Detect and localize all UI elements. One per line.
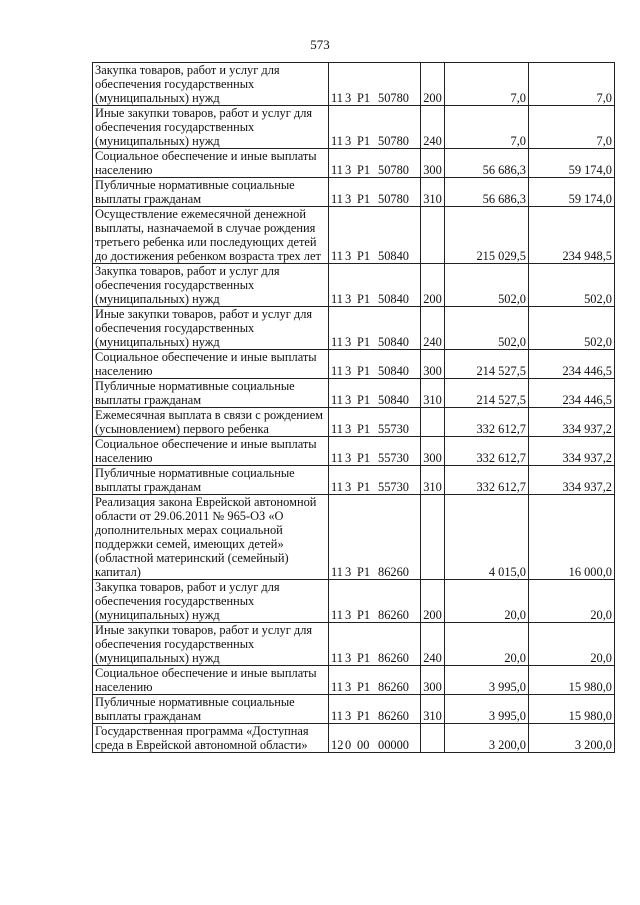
- code-part: 11: [331, 249, 343, 263]
- row-code: [329, 408, 421, 437]
- code-part: Р1: [357, 335, 371, 349]
- row-code: [329, 307, 421, 350]
- code-part: 55730: [378, 451, 409, 465]
- row-code: [329, 178, 421, 207]
- row-expense-type: 310: [421, 466, 445, 495]
- code-part: Р1: [357, 249, 371, 263]
- table-row: [93, 63, 615, 106]
- code-part: Р1: [357, 709, 371, 723]
- row-expense-type: 240: [421, 106, 445, 149]
- code-part: 86260: [378, 565, 409, 579]
- row-name: Государственная программа «Доступная среда в Еврейской автономной области»: [93, 724, 329, 753]
- row-name: Социальное обеспечение и иные выплаты населению: [93, 350, 329, 379]
- code-part: 3: [345, 163, 352, 177]
- row-amount-1: 502,0: [445, 264, 529, 307]
- budget-table: [92, 62, 615, 753]
- code-part: 3: [345, 335, 352, 349]
- table-row: [93, 437, 615, 466]
- code-part: 11: [331, 393, 343, 407]
- row-name: Публичные нормативные социальные выплаты гражданам: [93, 178, 329, 207]
- row-expense-type: [421, 207, 445, 264]
- code-part: 00000: [378, 738, 409, 752]
- code-part: 50840: [378, 335, 409, 349]
- code-part: 86260: [378, 608, 409, 622]
- code-part: 3: [345, 451, 352, 465]
- code-part: 3: [345, 680, 352, 694]
- code-part: Р1: [357, 451, 371, 465]
- code-part: Р1: [357, 565, 371, 579]
- row-code: [329, 379, 421, 408]
- code-part: 11: [331, 480, 343, 494]
- row-amount-1: 332 612,7: [445, 466, 529, 495]
- row-expense-type: 300: [421, 437, 445, 466]
- row-code: [329, 106, 421, 149]
- row-amount-2: 3 200,0: [529, 724, 615, 753]
- code-part: 55730: [378, 480, 409, 494]
- code-part: 3: [345, 393, 352, 407]
- code-part: 11: [331, 422, 343, 436]
- page-number: 573: [310, 37, 330, 52]
- code-part: 11: [331, 608, 343, 622]
- row-amount-2: 502,0: [529, 264, 615, 307]
- code-part: 50840: [378, 393, 409, 407]
- row-amount-2: 20,0: [529, 580, 615, 623]
- row-code: [329, 264, 421, 307]
- table-row: [93, 580, 615, 623]
- code-part: 11: [331, 565, 343, 579]
- table-row: [93, 149, 615, 178]
- row-expense-type: 200: [421, 264, 445, 307]
- code-part: 3: [345, 91, 352, 105]
- code-part: 3: [345, 709, 352, 723]
- row-name: Закупка товаров, работ и услуг для обеспечения государственных (муниципальных) нужд: [93, 580, 329, 623]
- code-part: 11: [331, 364, 343, 378]
- code-part: Р1: [357, 192, 371, 206]
- table-row: [93, 724, 615, 753]
- code-part: 11: [331, 651, 343, 665]
- table-row: [93, 106, 615, 149]
- row-amount-2: 7,0: [529, 106, 615, 149]
- row-amount-1: 215 029,5: [445, 207, 529, 264]
- row-name: Социальное обеспечение и иные выплаты населению: [93, 437, 329, 466]
- code-part: 50780: [378, 163, 409, 177]
- code-part: 12: [331, 738, 344, 752]
- row-code: [329, 437, 421, 466]
- code-part: 86260: [378, 651, 409, 665]
- row-name: Иные закупки товаров, работ и услуг для обеспечения государственных (муниципальных) нужд: [93, 106, 329, 149]
- row-amount-1: 3 995,0: [445, 666, 529, 695]
- row-amount-2: 234 446,5: [529, 350, 615, 379]
- table-row: [93, 207, 615, 264]
- code-part: 3: [345, 651, 352, 665]
- row-amount-1: 20,0: [445, 623, 529, 666]
- row-code: [329, 466, 421, 495]
- row-amount-1: 56 686,3: [445, 149, 529, 178]
- code-part: 50840: [378, 364, 409, 378]
- code-part: 50840: [378, 292, 409, 306]
- row-code: [329, 623, 421, 666]
- row-amount-2: 502,0: [529, 307, 615, 350]
- code-part: 3: [345, 192, 352, 206]
- row-name: Осуществление ежемесячной денежной выплаты, назначаемой в случае рождения третьего ребенка или последующих детей до достижения ребенком возраста трех лет: [93, 207, 329, 264]
- code-part: 50780: [378, 134, 409, 148]
- table-row: [93, 466, 615, 495]
- row-amount-1: 332 612,7: [445, 437, 529, 466]
- row-amount-1: 332 612,7: [445, 408, 529, 437]
- row-code: [329, 580, 421, 623]
- code-part: Р1: [357, 608, 371, 622]
- table-row: [93, 379, 615, 408]
- code-part: Р1: [357, 91, 371, 105]
- code-part: 55730: [378, 422, 409, 436]
- row-name: Социальное обеспечение и иные выплаты населению: [93, 149, 329, 178]
- code-part: 3: [345, 364, 352, 378]
- row-amount-2: 15 980,0: [529, 695, 615, 724]
- code-part: 11: [331, 680, 343, 694]
- row-code: [329, 695, 421, 724]
- code-part: 11: [331, 292, 343, 306]
- row-name: Публичные нормативные социальные выплаты гражданам: [93, 379, 329, 408]
- code-part: Р1: [357, 422, 371, 436]
- row-code: [329, 63, 421, 106]
- row-code: [329, 495, 421, 580]
- row-amount-1: 20,0: [445, 580, 529, 623]
- row-expense-type: 240: [421, 623, 445, 666]
- row-amount-2: 16 000,0: [529, 495, 615, 580]
- code-part: Р1: [357, 480, 371, 494]
- row-amount-1: 4 015,0: [445, 495, 529, 580]
- code-part: 00: [357, 738, 370, 752]
- row-amount-2: 15 980,0: [529, 666, 615, 695]
- code-part: 11: [331, 91, 343, 105]
- row-name: Иные закупки товаров, работ и услуг для обеспечения государственных (муниципальных) нужд: [93, 307, 329, 350]
- row-amount-2: 334 937,2: [529, 437, 615, 466]
- row-name: Социальное обеспечение и иные выплаты населению: [93, 666, 329, 695]
- row-expense-type: [421, 495, 445, 580]
- code-part: 11: [331, 451, 343, 465]
- code-part: Р1: [357, 651, 371, 665]
- code-part: 11: [331, 709, 343, 723]
- row-amount-1: 3 995,0: [445, 695, 529, 724]
- row-expense-type: [421, 408, 445, 437]
- row-expense-type: 300: [421, 666, 445, 695]
- row-code: [329, 207, 421, 264]
- code-part: Р1: [357, 364, 371, 378]
- table-row: [93, 408, 615, 437]
- row-expense-type: 300: [421, 149, 445, 178]
- row-code: [329, 666, 421, 695]
- row-amount-2: 334 937,2: [529, 408, 615, 437]
- row-code: [329, 149, 421, 178]
- code-part: 50780: [378, 192, 409, 206]
- row-amount-1: 56 686,3: [445, 178, 529, 207]
- row-expense-type: [421, 724, 445, 753]
- row-name: Реализация закона Еврейской автономной области от 29.06.2011 № 965-ОЗ «О дополнительных мерах социальной поддержки семей, имеющих детей» (областной материнский (семейный) капитал): [93, 495, 329, 580]
- table-row: [93, 695, 615, 724]
- row-name: Публичные нормативные социальные выплаты гражданам: [93, 695, 329, 724]
- row-amount-2: 59 174,0: [529, 178, 615, 207]
- row-expense-type: 240: [421, 307, 445, 350]
- row-amount-1: 7,0: [445, 106, 529, 149]
- code-part: 11: [331, 163, 343, 177]
- row-expense-type: 200: [421, 63, 445, 106]
- code-part: Р1: [357, 680, 371, 694]
- row-name: Закупка товаров, работ и услуг для обеспечения государственных (муниципальных) нужд: [93, 63, 329, 106]
- code-part: Р1: [357, 292, 371, 306]
- row-amount-1: 502,0: [445, 307, 529, 350]
- table-row: [93, 178, 615, 207]
- code-part: 11: [331, 134, 343, 148]
- row-expense-type: 310: [421, 178, 445, 207]
- code-part: 0: [345, 738, 352, 752]
- row-code: [329, 724, 421, 753]
- row-expense-type: 310: [421, 695, 445, 724]
- table-row: [93, 666, 615, 695]
- code-part: Р1: [357, 163, 371, 177]
- code-part: 3: [345, 134, 352, 148]
- code-part: 50780: [378, 91, 409, 105]
- row-amount-2: 234 948,5: [529, 207, 615, 264]
- code-part: 3: [345, 422, 352, 436]
- row-expense-type: 300: [421, 350, 445, 379]
- row-name: Ежемесячная выплата в связи с рождением (усыновлением) первого ребенка: [93, 408, 329, 437]
- row-amount-2: 7,0: [529, 63, 615, 106]
- row-amount-1: 214 527,5: [445, 350, 529, 379]
- code-part: 86260: [378, 709, 409, 723]
- code-part: 3: [345, 249, 352, 263]
- code-part: 11: [331, 335, 343, 349]
- row-expense-type: 310: [421, 379, 445, 408]
- row-amount-1: 7,0: [445, 63, 529, 106]
- code-part: 86260: [378, 680, 409, 694]
- row-amount-1: 214 527,5: [445, 379, 529, 408]
- row-code: [329, 350, 421, 379]
- row-amount-1: 3 200,0: [445, 724, 529, 753]
- row-expense-type: 200: [421, 580, 445, 623]
- code-part: 50840: [378, 249, 409, 263]
- row-name: Закупка товаров, работ и услуг для обеспечения государственных (муниципальных) нужд: [93, 264, 329, 307]
- row-amount-2: 59 174,0: [529, 149, 615, 178]
- code-part: 11: [331, 192, 343, 206]
- row-name: Иные закупки товаров, работ и услуг для обеспечения государственных (муниципальных) нужд: [93, 623, 329, 666]
- code-part: Р1: [357, 393, 371, 407]
- code-part: 3: [345, 565, 352, 579]
- table-row: [93, 307, 615, 350]
- code-part: 3: [345, 292, 352, 306]
- table-row: [93, 623, 615, 666]
- code-part: Р1: [357, 134, 371, 148]
- code-part: 3: [345, 608, 352, 622]
- table-row: [93, 495, 615, 580]
- code-part: 3: [345, 480, 352, 494]
- row-amount-2: 234 446,5: [529, 379, 615, 408]
- row-name: Публичные нормативные социальные выплаты гражданам: [93, 466, 329, 495]
- table-row: [93, 264, 615, 307]
- row-amount-2: 334 937,2: [529, 466, 615, 495]
- row-amount-2: 20,0: [529, 623, 615, 666]
- budget-table-body: [93, 63, 615, 753]
- table-row: [93, 350, 615, 379]
